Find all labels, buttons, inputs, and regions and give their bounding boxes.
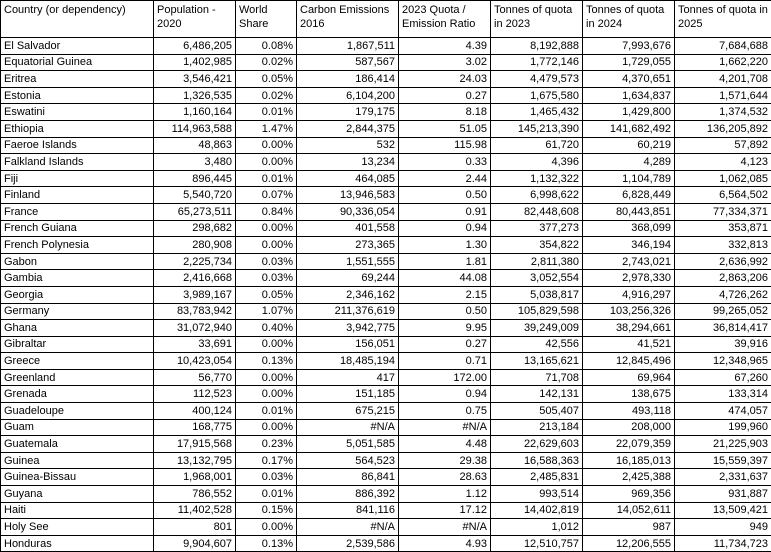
cell-carbon-emissions[interactable]: 401,558 (297, 220, 399, 237)
cell-world-share[interactable]: 0.01% (236, 170, 297, 187)
table-row (1, 353, 771, 370)
cell-quota-2023[interactable]: 213,184 (491, 419, 583, 436)
cell-country[interactable]: Grenada (1, 386, 154, 403)
cell-carbon-emissions[interactable]: 186,414 (297, 71, 399, 88)
cell-country[interactable]: Faeroe Islands (1, 137, 154, 154)
cell-quota-2024[interactable]: 208,000 (583, 419, 675, 436)
cell-quota-2025[interactable]: 2,863,206 (675, 270, 771, 287)
cell-country[interactable]: Guam (1, 419, 154, 436)
header-population[interactable]: Population - 2020 (154, 1, 236, 38)
cell-quota-ratio[interactable]: 0.27 (399, 336, 491, 353)
cell-population[interactable]: 33,691 (154, 336, 236, 353)
cell-quota-2023[interactable]: 377,273 (491, 220, 583, 237)
cell-quota-ratio[interactable]: 1.30 (399, 237, 491, 254)
cell-quota-2024[interactable]: 493,118 (583, 403, 675, 420)
cell-quota-ratio[interactable]: 0.75 (399, 403, 491, 420)
cell-quota-2025[interactable]: 353,871 (675, 220, 771, 237)
cell-country[interactable]: Honduras (1, 535, 154, 552)
cell-quota-2024[interactable]: 1,429,800 (583, 104, 675, 121)
cell-quota-2023[interactable]: 145,213,390 (491, 120, 583, 137)
cell-country[interactable]: Gabon (1, 253, 154, 270)
cell-quota-ratio[interactable]: 1.81 (399, 253, 491, 270)
cell-country[interactable]: Guinea (1, 452, 154, 469)
table-row (1, 535, 771, 552)
cell-quota-ratio[interactable]: 0.71 (399, 353, 491, 370)
cell-country[interactable]: Falkland Islands (1, 154, 154, 171)
cell-quota-ratio[interactable]: 0.91 (399, 203, 491, 220)
cell-population[interactable]: 5,540,720 (154, 187, 236, 204)
cell-quota-ratio[interactable]: 24.03 (399, 71, 491, 88)
cell-quota-2024[interactable]: 12,845,496 (583, 353, 675, 370)
cell-carbon-emissions[interactable]: 179,175 (297, 104, 399, 121)
cell-population[interactable]: 112,523 (154, 386, 236, 403)
cell-country[interactable]: Greenland (1, 369, 154, 386)
cell-quota-2025[interactable]: 1,571,644 (675, 87, 771, 104)
cell-quota-2025[interactable]: 474,057 (675, 403, 771, 420)
cell-world-share[interactable]: 0.03% (236, 253, 297, 270)
cell-quota-2024[interactable]: 1,104,789 (583, 170, 675, 187)
cell-quota-2023[interactable]: 71,708 (491, 369, 583, 386)
cell-quota-ratio[interactable]: 17.12 (399, 502, 491, 519)
cell-carbon-emissions[interactable]: 90,336,054 (297, 203, 399, 220)
cell-carbon-emissions[interactable]: 273,365 (297, 237, 399, 254)
cell-country[interactable]: French Guiana (1, 220, 154, 237)
cell-quota-ratio[interactable]: 2.15 (399, 286, 491, 303)
cell-quota-2024[interactable]: 2,743,021 (583, 253, 675, 270)
header-quota-2023[interactable]: Tonnes of quota in 2023 (491, 1, 583, 38)
table-row (1, 120, 771, 137)
header-row (1, 1, 771, 38)
cell-quota-2023[interactable]: 1,132,322 (491, 170, 583, 187)
table-row (1, 38, 771, 55)
cell-population[interactable]: 2,416,668 (154, 270, 236, 287)
cell-quota-2025[interactable]: 133,314 (675, 386, 771, 403)
cell-quota-2023[interactable]: 993,514 (491, 486, 583, 503)
cell-quota-2024[interactable]: 80,443,851 (583, 203, 675, 220)
cell-quota-2024[interactable]: 103,256,326 (583, 303, 675, 320)
cell-quota-2025[interactable]: 7,684,688 (675, 38, 771, 55)
cell-world-share[interactable]: 0.23% (236, 436, 297, 453)
cell-quota-2024[interactable]: 969,356 (583, 486, 675, 503)
cell-country[interactable]: Fiji (1, 170, 154, 187)
cell-quota-ratio[interactable]: 2.44 (399, 170, 491, 187)
table-row (1, 320, 771, 337)
table-body (1, 38, 771, 552)
cell-population[interactable]: 896,445 (154, 170, 236, 187)
cell-quota-2024[interactable]: 138,675 (583, 386, 675, 403)
table-row (1, 486, 771, 503)
table-row (1, 270, 771, 287)
cell-quota-ratio[interactable]: 51.05 (399, 120, 491, 137)
cell-world-share[interactable]: 0.05% (236, 71, 297, 88)
cell-quota-ratio[interactable]: #N/A (399, 519, 491, 536)
cell-world-share[interactable]: 0.17% (236, 452, 297, 469)
cell-world-share[interactable]: 0.05% (236, 286, 297, 303)
cell-population[interactable]: 13,132,795 (154, 452, 236, 469)
cell-quota-2023[interactable]: 505,407 (491, 403, 583, 420)
cell-quota-2023[interactable]: 42,556 (491, 336, 583, 353)
table-row (1, 154, 771, 171)
header-quota-2025[interactable]: Tonnes of quota in 2025 (675, 1, 771, 38)
cell-population[interactable]: 10,423,054 (154, 353, 236, 370)
cell-carbon-emissions[interactable]: 1,551,555 (297, 253, 399, 270)
cell-world-share[interactable]: 0.00% (236, 386, 297, 403)
cell-quota-2023[interactable]: 5,038,817 (491, 286, 583, 303)
table-row (1, 502, 771, 519)
cell-country[interactable]: Equatorial Guinea (1, 54, 154, 71)
cell-population[interactable]: 2,225,734 (154, 253, 236, 270)
cell-quota-2023[interactable]: 8,192,888 (491, 38, 583, 55)
table-row (1, 303, 771, 320)
cell-country[interactable]: Ghana (1, 320, 154, 337)
cell-country[interactable]: Gambia (1, 270, 154, 287)
cell-carbon-emissions[interactable]: 675,215 (297, 403, 399, 420)
table-row (1, 419, 771, 436)
cell-quota-2025[interactable]: 949 (675, 519, 771, 536)
cell-quota-2024[interactable]: 14,052,611 (583, 502, 675, 519)
cell-quota-ratio[interactable]: 0.94 (399, 220, 491, 237)
cell-population[interactable]: 400,124 (154, 403, 236, 420)
header-world-share[interactable]: World Share (236, 1, 297, 38)
cell-quota-2025[interactable]: 21,225,903 (675, 436, 771, 453)
cell-quota-2025[interactable]: 39,916 (675, 336, 771, 353)
cell-quota-2024[interactable]: 41,521 (583, 336, 675, 353)
cell-world-share[interactable]: 1.07% (236, 303, 297, 320)
cell-population[interactable]: 280,908 (154, 237, 236, 254)
cell-world-share[interactable]: 1.47% (236, 120, 297, 137)
cell-population[interactable]: 11,402,528 (154, 502, 236, 519)
cell-country[interactable]: Guadeloupe (1, 403, 154, 420)
cell-population[interactable]: 3,546,421 (154, 71, 236, 88)
cell-quota-2025[interactable]: 67,260 (675, 369, 771, 386)
cell-world-share[interactable]: 0.00% (236, 154, 297, 171)
cell-quota-2025[interactable]: 4,201,708 (675, 71, 771, 88)
cell-quota-ratio[interactable]: 172.00 (399, 369, 491, 386)
cell-country[interactable]: Holy See (1, 519, 154, 536)
cell-country[interactable]: Guyana (1, 486, 154, 503)
cell-carbon-emissions[interactable]: 18,485,194 (297, 353, 399, 370)
cell-world-share[interactable]: 0.13% (236, 535, 297, 552)
cell-population[interactable]: 65,273,511 (154, 203, 236, 220)
cell-world-share[interactable]: 0.00% (236, 237, 297, 254)
cell-world-share[interactable]: 0.00% (236, 137, 297, 154)
cell-country[interactable]: Georgia (1, 286, 154, 303)
table-row (1, 71, 771, 88)
cell-carbon-emissions[interactable]: 151,185 (297, 386, 399, 403)
cell-population[interactable]: 31,072,940 (154, 320, 236, 337)
cell-carbon-emissions[interactable]: 886,392 (297, 486, 399, 503)
cell-world-share[interactable]: 0.00% (236, 419, 297, 436)
cell-country[interactable]: Greece (1, 353, 154, 370)
cell-population[interactable]: 56,770 (154, 369, 236, 386)
cell-country[interactable]: France (1, 203, 154, 220)
cell-quota-2025[interactable]: 13,509,421 (675, 502, 771, 519)
cell-quota-2023[interactable]: 6,998,622 (491, 187, 583, 204)
cell-population[interactable]: 1,326,535 (154, 87, 236, 104)
cell-country[interactable]: Guinea-Bissau (1, 469, 154, 486)
cell-world-share[interactable]: 0.03% (236, 469, 297, 486)
cell-quota-2024[interactable]: 16,185,013 (583, 452, 675, 469)
cell-quota-2024[interactable]: 2,425,388 (583, 469, 675, 486)
table-row (1, 436, 771, 453)
cell-carbon-emissions[interactable]: 211,376,619 (297, 303, 399, 320)
cell-quota-ratio[interactable]: 8.18 (399, 104, 491, 121)
cell-quota-ratio[interactable]: 1.12 (399, 486, 491, 503)
cell-quota-2024[interactable]: 346,194 (583, 237, 675, 254)
cell-quota-2024[interactable]: 141,682,492 (583, 120, 675, 137)
cell-population[interactable]: 1,402,985 (154, 54, 236, 71)
cell-world-share[interactable]: 0.40% (236, 320, 297, 337)
cell-quota-2024[interactable]: 4,370,651 (583, 71, 675, 88)
cell-quota-2023[interactable]: 4,479,573 (491, 71, 583, 88)
cell-carbon-emissions[interactable]: 3,942,775 (297, 320, 399, 337)
cell-quota-ratio[interactable]: 4.93 (399, 535, 491, 552)
cell-population[interactable]: 168,775 (154, 419, 236, 436)
cell-quota-2025[interactable]: 57,892 (675, 137, 771, 154)
cell-carbon-emissions[interactable]: 532 (297, 137, 399, 154)
cell-world-share[interactable]: 0.01% (236, 403, 297, 420)
cell-world-share[interactable]: 0.00% (236, 369, 297, 386)
cell-population[interactable]: 1,160,164 (154, 104, 236, 121)
cell-quota-2023[interactable]: 1,465,432 (491, 104, 583, 121)
cell-country[interactable]: Estonia (1, 87, 154, 104)
cell-quota-2025[interactable]: 36,814,417 (675, 320, 771, 337)
cell-carbon-emissions[interactable]: #N/A (297, 519, 399, 536)
cell-quota-2023[interactable]: 61,720 (491, 137, 583, 154)
cell-quota-2025[interactable]: 12,348,965 (675, 353, 771, 370)
cell-quota-2024[interactable]: 12,206,555 (583, 535, 675, 552)
cell-carbon-emissions[interactable]: #N/A (297, 419, 399, 436)
cell-quota-2025[interactable]: 99,265,052 (675, 303, 771, 320)
cell-country[interactable]: El Salvador (1, 38, 154, 55)
cell-country[interactable]: Guatemala (1, 436, 154, 453)
table-row (1, 286, 771, 303)
cell-quota-2023[interactable]: 1,675,580 (491, 87, 583, 104)
cell-quota-ratio[interactable]: #N/A (399, 419, 491, 436)
header-quota-ratio[interactable]: 2023 Quota / Emission Ratio (399, 1, 491, 38)
header-carbon-emissions[interactable]: Carbon Emissions 2016 (297, 1, 399, 38)
cell-population[interactable]: 3,480 (154, 154, 236, 171)
cell-carbon-emissions[interactable]: 86,841 (297, 469, 399, 486)
cell-quota-ratio[interactable]: 0.33 (399, 154, 491, 171)
cell-quota-2023[interactable]: 354,822 (491, 237, 583, 254)
cell-quota-2023[interactable]: 1,772,146 (491, 54, 583, 71)
cell-world-share[interactable]: 0.02% (236, 87, 297, 104)
table-row (1, 220, 771, 237)
table-row (1, 469, 771, 486)
cell-world-share[interactable]: 0.13% (236, 353, 297, 370)
cell-quota-2025[interactable]: 6,564,502 (675, 187, 771, 204)
cell-country[interactable]: Haiti (1, 502, 154, 519)
cell-quota-2023[interactable]: 22,629,603 (491, 436, 583, 453)
cell-quota-ratio[interactable]: 0.27 (399, 87, 491, 104)
cell-country[interactable]: Finland (1, 187, 154, 204)
table-row (1, 336, 771, 353)
cell-quota-2024[interactable]: 1,634,837 (583, 87, 675, 104)
cell-quota-2024[interactable]: 7,993,676 (583, 38, 675, 55)
cell-quota-2023[interactable]: 16,588,363 (491, 452, 583, 469)
cell-world-share[interactable]: 0.00% (236, 336, 297, 353)
cell-world-share[interactable]: 0.02% (236, 54, 297, 71)
table-row (1, 54, 771, 71)
table-row (1, 203, 771, 220)
cell-quota-2025[interactable]: 11,734,723 (675, 535, 771, 552)
cell-world-share[interactable]: 0.00% (236, 220, 297, 237)
cell-carbon-emissions[interactable]: 464,085 (297, 170, 399, 187)
cell-quota-2024[interactable]: 22,079,359 (583, 436, 675, 453)
cell-world-share[interactable]: 0.08% (236, 38, 297, 55)
cell-quota-2024[interactable]: 69,964 (583, 369, 675, 386)
cell-population[interactable]: 801 (154, 519, 236, 536)
cell-world-share[interactable]: 0.01% (236, 486, 297, 503)
cell-quota-ratio[interactable]: 115.98 (399, 137, 491, 154)
cell-quota-2023[interactable]: 39,249,009 (491, 320, 583, 337)
cell-carbon-emissions[interactable]: 417 (297, 369, 399, 386)
table-row (1, 386, 771, 403)
cell-quota-2025[interactable]: 2,636,992 (675, 253, 771, 270)
cell-quota-2024[interactable]: 60,219 (583, 137, 675, 154)
cell-quota-2024[interactable]: 2,978,330 (583, 270, 675, 287)
cell-quota-ratio[interactable]: 0.50 (399, 303, 491, 320)
cell-carbon-emissions[interactable]: 1,867,511 (297, 38, 399, 55)
cell-quota-2025[interactable]: 15,559,397 (675, 452, 771, 469)
cell-quota-2025[interactable]: 332,813 (675, 237, 771, 254)
cell-population[interactable]: 9,904,607 (154, 535, 236, 552)
cell-world-share[interactable]: 0.07% (236, 187, 297, 204)
cell-quota-ratio[interactable]: 4.39 (399, 38, 491, 55)
cell-population[interactable]: 1,968,001 (154, 469, 236, 486)
cell-quota-ratio[interactable]: 9.95 (399, 320, 491, 337)
cell-quota-2025[interactable]: 4,123 (675, 154, 771, 171)
cell-quota-ratio[interactable]: 3.02 (399, 54, 491, 71)
table-row (1, 104, 771, 121)
cell-carbon-emissions[interactable]: 2,539,586 (297, 535, 399, 552)
cell-world-share[interactable]: 0.01% (236, 104, 297, 121)
cell-quota-2023[interactable]: 13,165,621 (491, 353, 583, 370)
cell-population[interactable]: 83,783,942 (154, 303, 236, 320)
table-row (1, 137, 771, 154)
cell-carbon-emissions[interactable]: 2,844,375 (297, 120, 399, 137)
cell-carbon-emissions[interactable]: 69,244 (297, 270, 399, 287)
cell-population[interactable]: 6,486,205 (154, 38, 236, 55)
cell-country[interactable]: Germany (1, 303, 154, 320)
cell-carbon-emissions[interactable]: 156,051 (297, 336, 399, 353)
cell-quota-2025[interactable]: 199,960 (675, 419, 771, 436)
cell-population[interactable]: 48,863 (154, 137, 236, 154)
cell-population[interactable]: 3,989,167 (154, 286, 236, 303)
cell-quota-2025[interactable]: 4,726,262 (675, 286, 771, 303)
cell-quota-2025[interactable]: 77,334,371 (675, 203, 771, 220)
cell-quota-2024[interactable]: 987 (583, 519, 675, 536)
table-row (1, 452, 771, 469)
cell-population[interactable]: 114,963,588 (154, 120, 236, 137)
cell-quota-2023[interactable]: 1,012 (491, 519, 583, 536)
cell-quota-2023[interactable]: 82,448,608 (491, 203, 583, 220)
cell-quota-ratio[interactable]: 4.48 (399, 436, 491, 453)
cell-quota-2023[interactable]: 12,510,757 (491, 535, 583, 552)
table-row (1, 253, 771, 270)
cell-quota-2023[interactable]: 14,402,819 (491, 502, 583, 519)
cell-quota-ratio[interactable]: 28.63 (399, 469, 491, 486)
cell-quota-2023[interactable]: 4,396 (491, 154, 583, 171)
cell-world-share[interactable]: 0.84% (236, 203, 297, 220)
cell-quota-2023[interactable]: 105,829,598 (491, 303, 583, 320)
cell-quota-2024[interactable]: 38,294,661 (583, 320, 675, 337)
table-row (1, 187, 771, 204)
cell-quota-2023[interactable]: 142,131 (491, 386, 583, 403)
cell-quota-ratio[interactable]: 44.08 (399, 270, 491, 287)
table-row (1, 237, 771, 254)
cell-population[interactable]: 786,552 (154, 486, 236, 503)
table-row (1, 519, 771, 536)
cell-quota-2024[interactable]: 6,828,449 (583, 187, 675, 204)
cell-quota-2025[interactable]: 1,662,220 (675, 54, 771, 71)
cell-world-share[interactable]: 0.15% (236, 502, 297, 519)
cell-quota-2024[interactable]: 4,916,297 (583, 286, 675, 303)
cell-country[interactable]: Ethiopia (1, 120, 154, 137)
cell-population[interactable]: 298,682 (154, 220, 236, 237)
cell-quota-2025[interactable]: 931,887 (675, 486, 771, 503)
cell-quota-ratio[interactable]: 29.38 (399, 452, 491, 469)
cell-carbon-emissions[interactable]: 6,104,200 (297, 87, 399, 104)
cell-quota-2024[interactable]: 368,099 (583, 220, 675, 237)
table-row (1, 403, 771, 420)
cell-carbon-emissions[interactable]: 587,567 (297, 54, 399, 71)
table-row (1, 87, 771, 104)
cell-carbon-emissions[interactable]: 5,051,585 (297, 436, 399, 453)
cell-population[interactable]: 17,915,568 (154, 436, 236, 453)
cell-quota-2024[interactable]: 4,289 (583, 154, 675, 171)
cell-quota-2025[interactable]: 136,205,892 (675, 120, 771, 137)
table-row (1, 170, 771, 187)
header-country[interactable]: Country (or dependency) (1, 1, 154, 38)
cell-carbon-emissions[interactable]: 13,234 (297, 154, 399, 171)
cell-world-share[interactable]: 0.03% (236, 270, 297, 287)
cell-country[interactable]: Gibraltar (1, 336, 154, 353)
cell-quota-2023[interactable]: 3,052,554 (491, 270, 583, 287)
cell-quota-2025[interactable]: 1,374,532 (675, 104, 771, 121)
cell-quota-2025[interactable]: 1,062,085 (675, 170, 771, 187)
cell-quota-ratio[interactable]: 0.94 (399, 386, 491, 403)
table-row (1, 369, 771, 386)
header-quota-2024[interactable]: Tonnes of quota in 2024 (583, 1, 675, 38)
cell-country[interactable]: French Polynesia (1, 237, 154, 254)
cell-country[interactable]: Eswatini (1, 104, 154, 121)
cell-carbon-emissions[interactable]: 841,116 (297, 502, 399, 519)
cell-quota-2023[interactable]: 2,485,831 (491, 469, 583, 486)
cell-carbon-emissions[interactable]: 2,346,162 (297, 286, 399, 303)
cell-carbon-emissions[interactable]: 564,523 (297, 452, 399, 469)
cell-quota-2023[interactable]: 2,811,380 (491, 253, 583, 270)
cell-carbon-emissions[interactable]: 13,946,583 (297, 187, 399, 204)
cell-country[interactable]: Eritrea (1, 71, 154, 88)
cell-quota-2024[interactable]: 1,729,055 (583, 54, 675, 71)
cell-quota-2025[interactable]: 2,331,637 (675, 469, 771, 486)
cell-world-share[interactable]: 0.00% (236, 519, 297, 536)
cell-quota-ratio[interactable]: 0.50 (399, 187, 491, 204)
